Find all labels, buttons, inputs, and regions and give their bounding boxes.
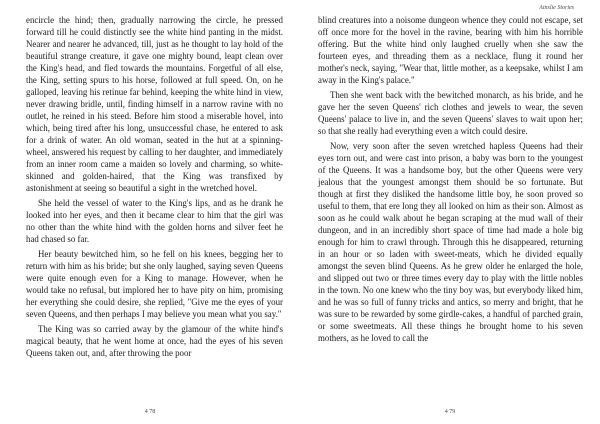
running-head: Ainslie Stories [539,5,574,11]
right-page [300,0,600,424]
paragraph: She held the vessel of water to the King's lips, and as he drank he looked into her eyes, and then it became clear to him that the girl was no other than the white hind with the golden horns and silver feet he had chased so far. [26,198,283,244]
paragraph: encircle the hind; then, gradually narrowing the circle, he pressed forward till he could distinctly see the white hind panting in the midst. Nearer and nearer he advanced, till, just as he thought to lay hold of the beautiful strange creature, it gave one mighty bound, leapt clean over the King's head, and fled towards the mountains. Forgetful of all else, the King, setting spurs to his horse, followed at full speed. On, on he galloped, leaving his retinue far behind, keeping the white hind in view, never drawing bridle, until, finding himself in a narrow ravine with no outlet, he reined in his steed. Before him stood a miserable hovel, into which, being tired after his long, unsuccessful chase, he entered to ask for a drink of water. An old woman, seated in the hut at a spinning-wheel, answered his request by calling to her daughter, and immediately from an inner room came a maiden so lovely and charming, so white-skinned and golden-haired, that the King was transfixed by astonishment at seeing so beautiful a sight in the wretched hovel. [26,15,283,193]
paragraph: blind creatures into a noisome dungeon whence they could not escape, set off once more for the hovel in the ravine, bearing with him his horrible offering. But the white hind only laughed cruelly when she saw the fourteen eyes, and threading them as a necklace, flung it round her mother's neck, saying, "Wear that, little mother, as a keepsake, whilst I am away in the King's palace." [318,15,583,85]
page-number: 4 78 [144,409,156,415]
paragraph: Now, very soon after the seven wretched hapless Queens had their eyes torn out, and were cast into prison, a baby was born to the youngest of the Queens. It was a handsome boy, but the other Queens were very jealous that the youngest amongst them should be so fortunate. But though at first they disliked the handsome little boy, he soon proved so useful to them, that ere long they all looked on him as their son. Almost as soon as he could walk about he began scraping at the mud wall of their dungeon, and in an incredibly short space of time had made a hole big enough for him to crawl through. Through this he disappeared, returning in an hour or so laden with sweet-meats, which he divided equally amongst the seven blind Queens. As he grew older he enlarged the hole, and slipped out two or three times every day to play with the little nobles in the town. No one knew who the tiny boy was, but everybody liked him, and he was so full of funny tricks and antics, so merry and bright, that he was sure to be rewarded by some girdle-cakes, a handful of parched grain, or some sweetmeats. All these things he brought home to his seven mothers, as he loved to call the [318,141,583,343]
page-number: 4 79 [444,409,456,415]
left-page-text [26,14,283,359]
right-page-text [318,14,583,344]
paragraph: Her beauty bewitched him, so he fell on his knees, begging her to return with him as his bride; but she only laughed, saying seven Queens were quite enough even for a King to manage. However, when he would take no refusal, but implored her to have pity on him, promising her everything she could desire, she replied, "Give me the eyes of your seven Queens, and then perhaps I may believe you mean what you say." [26,249,283,319]
paragraph: The King was so carried away by the glamour of the white hind's magical beauty, that he went home at once, had the eyes of his seven Queens taken out, and, after throwing the poor [26,324,283,358]
paragraph: Then she went back with the bewitched monarch, as his bride, and he gave her the seven Queens' rich clothes and jewels to wear, the seven Queens' palace to live in, and the seven Queens' slaves to wait upon her; so that she really had everything even a witch could desire. [318,90,583,136]
